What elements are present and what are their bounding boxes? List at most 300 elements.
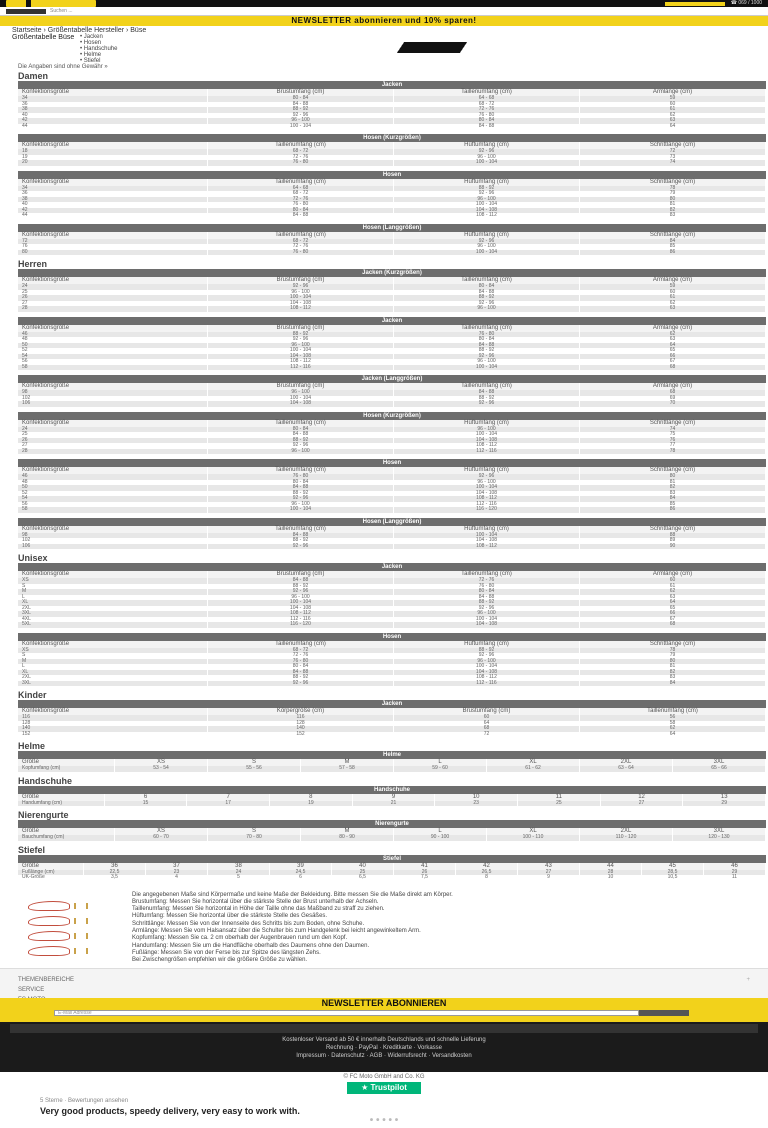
column-header: Brustumfang (cm) — [394, 708, 580, 715]
table-cell: 76 - 80 — [208, 474, 394, 480]
column-header: Brustumfang (cm) — [208, 571, 394, 578]
table-row — [18, 449, 766, 455]
column-header: Konfektionsgröße — [18, 179, 208, 186]
phone-number[interactable]: ☎ 069 / 1000 — [730, 0, 762, 6]
column-header: Körpergröße (cm) — [208, 708, 394, 715]
table-title: Nierengurte — [18, 820, 766, 828]
review-meta[interactable]: 5 Sterne · Bewertungen ansehen — [40, 1097, 129, 1104]
table-cell: 96 - 100 — [208, 502, 394, 508]
size-table — [18, 633, 766, 687]
table-header-row — [18, 759, 766, 766]
helmet-measure-icon — [28, 900, 124, 912]
table-cell: 34 — [18, 186, 208, 192]
column-header: 6 — [105, 794, 188, 801]
table-cell: XS — [18, 648, 208, 654]
table-cell: 100 - 104 — [208, 295, 394, 301]
footer-line: Kostenloser Versand ab 50 € innerhalb Deutschlands und schnelle Lieferung — [282, 1036, 486, 1043]
column-header: S — [208, 828, 301, 835]
table-cell: 106 — [18, 544, 208, 550]
size-sections — [0, 72, 768, 886]
table-title: Jacken (Langgrößen) — [18, 375, 766, 383]
section-title: Kinder — [18, 690, 47, 700]
table-cell: 112 - 116 — [208, 365, 394, 371]
table-row — [18, 213, 766, 219]
table-cell: 88 - 92 — [394, 600, 580, 606]
column-header: XS — [115, 828, 208, 835]
column-header: XL — [487, 828, 580, 835]
table-cell: 28 — [18, 306, 208, 312]
table-cell: Kopfumfang (cm) — [18, 766, 115, 772]
table-cell: 88 - 92 — [394, 348, 580, 354]
table-cell: 24 — [208, 870, 270, 876]
table-cell: 70 — [580, 401, 766, 407]
table-cell: 88 - 92 — [208, 538, 394, 544]
column-header: Taillenumfang (cm) — [394, 89, 580, 96]
table-cell: 84 - 88 — [208, 213, 394, 219]
column-header: Brustumfang (cm) — [208, 325, 394, 332]
table-title: Hosen — [18, 171, 766, 179]
table-cell: 98 — [18, 390, 208, 396]
table-cell: 67 — [580, 359, 766, 365]
table-cell: 80 - 84 — [208, 427, 394, 433]
table-header-row — [18, 89, 766, 96]
table-cell: 52 — [18, 348, 208, 354]
table-cell: 67 — [580, 617, 766, 623]
table-cell: 128 — [18, 721, 208, 727]
table-cell: 90 — [580, 544, 766, 550]
table-cell: 25 — [18, 432, 208, 438]
column-header: 42 — [456, 863, 518, 870]
table-cell: 38 — [18, 107, 208, 113]
table-cell: 24 — [18, 427, 208, 433]
table-cell: 23 — [435, 801, 518, 807]
table-cell: 96 - 100 — [394, 611, 580, 617]
table-cell: 72 - 76 — [208, 197, 394, 203]
table-cell: 66 — [580, 611, 766, 617]
table-cell: 50 — [18, 485, 208, 491]
table-cell: 84 - 88 — [208, 670, 394, 676]
column-header: 12 — [601, 794, 684, 801]
table-cell: 96 - 100 — [394, 659, 580, 665]
table-cell: 69 — [580, 396, 766, 402]
table-cell: 20 — [18, 160, 208, 166]
promo-badge[interactable] — [665, 2, 725, 6]
table-cell: 100 - 104 — [394, 533, 580, 539]
search-input[interactable]: Suchen ... — [50, 7, 73, 14]
table-cell: 83 — [580, 675, 766, 681]
table-cell: 140 — [208, 726, 394, 732]
table-cell: 55 - 56 — [208, 766, 301, 772]
column-header: Konfektionsgröße — [18, 708, 208, 715]
table-cell: 78 — [580, 449, 766, 455]
table-title: Jacken (Kurzgrößen) — [18, 269, 766, 277]
page-title: Größentabelle Büse — [12, 34, 75, 41]
table-cell: 92 - 96 — [208, 544, 394, 550]
table-cell: 96 - 100 — [208, 449, 394, 455]
menu-button[interactable] — [6, 9, 46, 14]
table-cell: 54 — [18, 354, 208, 360]
table-cell: 80 — [580, 197, 766, 203]
table-cell: 84 - 88 — [394, 124, 580, 130]
category-link[interactable]: • Handschuhe — [80, 46, 118, 52]
table-cell: 84 - 88 — [208, 432, 394, 438]
column-header: Armlänge (cm) — [580, 277, 766, 284]
table-row — [18, 544, 766, 550]
table-row — [18, 401, 766, 407]
column-header: 45 — [642, 863, 704, 870]
table-cell: 59 - 60 — [394, 766, 487, 772]
table-cell: 62 — [580, 726, 766, 732]
top-bar — [0, 0, 768, 7]
table-cell: 72 — [18, 239, 208, 245]
table-cell: 63 — [580, 595, 766, 601]
table-cell: 89 — [580, 538, 766, 544]
instruction-line: Kopfumfang: Messen Sie ca. 2 cm oberhalb der Augenbrauen rund um den Kopf. — [132, 935, 348, 942]
table-cell: 104 - 108 — [208, 301, 394, 307]
table-cell: 80 — [580, 659, 766, 665]
table-cell: 26 — [18, 295, 208, 301]
table-cell: 68 - 72 — [208, 191, 394, 197]
table-cell: 92 - 96 — [208, 681, 394, 687]
table-cell: 104 - 108 — [394, 208, 580, 214]
category-link[interactable]: • Jacken — [80, 34, 103, 40]
table-cell: 52 — [18, 491, 208, 497]
section-title: Helme — [18, 741, 46, 751]
table-cell: 83 — [580, 213, 766, 219]
table-cell: M — [18, 659, 208, 665]
column-header: L — [394, 828, 487, 835]
table-cell: 102 — [18, 538, 208, 544]
table-row — [18, 732, 766, 738]
review — [0, 1094, 768, 1128]
category-link[interactable]: • Hosen — [80, 40, 102, 46]
table-cell: 100 - 104 — [208, 600, 394, 606]
table-row — [18, 124, 766, 130]
section-title: Herren — [18, 259, 48, 269]
table-cell: 34 — [18, 96, 208, 102]
table-cell: 104 - 108 — [394, 622, 580, 628]
table-title: Handschuhe — [18, 786, 766, 794]
subscribe-button[interactable] — [639, 1010, 689, 1016]
column-header: L — [394, 759, 487, 766]
table-header-row — [18, 325, 766, 332]
table-cell: 6,5 — [332, 875, 394, 881]
table-cell: 4 — [146, 875, 208, 881]
table-cell: 7,5 — [394, 875, 456, 881]
table-cell: 92 - 96 — [394, 401, 580, 407]
table-cell: 108 - 112 — [208, 359, 394, 365]
table-cell: 100 - 104 — [394, 485, 580, 491]
column-header: 36 — [84, 863, 146, 870]
table-cell: 79 — [580, 191, 766, 197]
column-header: Konfektionsgröße — [18, 420, 208, 427]
section-title: Nierengurte — [18, 810, 69, 820]
table-cell: 68 — [580, 365, 766, 371]
table-cell: 100 - 104 — [394, 202, 580, 208]
table-cell: 90 - 100 — [394, 835, 487, 841]
table-cell: 62 — [580, 332, 766, 338]
column-header: Konfektionsgröße — [18, 89, 208, 96]
table-cell: 92 - 96 — [394, 301, 580, 307]
table-cell: 5 — [208, 875, 270, 881]
table-cell: 21 — [353, 801, 436, 807]
table-cell: 29 — [683, 801, 766, 807]
table-cell: 84 - 88 — [208, 578, 394, 584]
table-cell: 76 — [580, 438, 766, 444]
column-header: Taillenumfang (cm) — [208, 526, 394, 533]
table-cell: 63 — [580, 306, 766, 312]
table-cell: 96 - 100 — [394, 359, 580, 365]
table-cell: 104 - 108 — [394, 670, 580, 676]
table-cell: 18 — [18, 149, 208, 155]
table-cell: L — [18, 664, 208, 670]
table-row — [18, 681, 766, 687]
copyright: © FC Moto GmbH and Co. KG — [343, 1073, 425, 1080]
table-cell: 92 - 96 — [394, 653, 580, 659]
table-cell: 68 - 72 — [394, 102, 580, 108]
size-table — [18, 751, 766, 772]
measurement-illustrations — [28, 900, 124, 960]
footer-line[interactable]: Impressum · Datenschutz · AGB · Widerrufsrecht · Versandkosten — [296, 1052, 472, 1059]
table-row — [18, 365, 766, 371]
column-header: Taillenumfang (cm) — [394, 383, 580, 390]
table-cell: 108 - 112 — [394, 675, 580, 681]
table-cell: 70 - 80 — [208, 835, 301, 841]
table-row — [18, 250, 766, 256]
table-header-row — [18, 526, 766, 533]
table-cell: 79 — [580, 653, 766, 659]
table-cell: 82 — [580, 670, 766, 676]
table-cell: 76 - 80 — [208, 160, 394, 166]
column-header: Größe — [18, 759, 115, 766]
footer-links — [0, 968, 768, 998]
table-cell: 68 - 72 — [208, 239, 394, 245]
table-cell: 28 — [580, 870, 642, 876]
table-cell: 100 - 104 — [208, 507, 394, 513]
newsletter-subscribe — [0, 998, 768, 1022]
email-field[interactable]: E-Mail Adresse — [54, 1010, 639, 1016]
table-cell: 19 — [270, 801, 353, 807]
instruction-line: Schrittlänge: Messen Sie von der Innenseite des Schritts bis zum Boden, ohne Schuhe. — [132, 920, 365, 927]
size-table — [18, 459, 766, 513]
table-cell: 96 - 100 — [394, 480, 580, 486]
instruction-line: Hüftumfang: Messen Sie horizontal über die stärkste Stelle des Gesäßes. — [132, 913, 328, 920]
table-cell: 102 — [18, 396, 208, 402]
table-cell: 104 - 108 — [394, 538, 580, 544]
table-cell: 100 - 104 — [394, 160, 580, 166]
table-cell: 80 - 84 — [208, 664, 394, 670]
table-cell: 84 - 88 — [394, 595, 580, 601]
instruction-line: Brustumfang: Messen Sie horizontal über die stärkste Stelle der Brust unterhalb der Achseln. — [132, 898, 379, 905]
table-cell: 48 — [18, 480, 208, 486]
table-cell: 75 — [580, 432, 766, 438]
table-cell: 72 - 76 — [208, 244, 394, 250]
table-cell: 84 - 88 — [208, 102, 394, 108]
table-cell: 44 — [18, 124, 208, 130]
table-cell: Handumfang (cm) — [18, 801, 105, 807]
table-cell: 42 — [18, 208, 208, 214]
size-table — [18, 171, 766, 219]
column-header: Taillenumfang (cm) — [208, 232, 394, 239]
table-cell: 26 — [394, 870, 456, 876]
table-cell: 72 - 76 — [208, 653, 394, 659]
table-cell: 82 — [580, 485, 766, 491]
measurement-guide — [0, 890, 768, 968]
table-cell: 59 — [580, 284, 766, 290]
table-cell: 116 — [18, 715, 208, 721]
column-header: Brustumfang (cm) — [208, 89, 394, 96]
size-table — [18, 317, 766, 371]
column-header: Hüftumfang (cm) — [394, 142, 580, 149]
table-cell: 8 — [456, 875, 518, 881]
table-cell: 76 — [18, 244, 208, 250]
column-header: Hüftumfang (cm) — [394, 420, 580, 427]
size-table — [18, 375, 766, 407]
table-cell: 84 — [580, 496, 766, 502]
table-cell: 84 - 88 — [394, 343, 580, 349]
table-cell: 64 — [580, 124, 766, 130]
column-header: Konfektionsgröße — [18, 277, 208, 284]
table-cell: 112 - 116 — [394, 502, 580, 508]
table-cell: 80 - 84 — [394, 589, 580, 595]
column-header: Konfektionsgröße — [18, 641, 208, 648]
column-header: 37 — [146, 863, 208, 870]
subscribe-heading: NEWSLETTER ABONNIEREN — [321, 997, 447, 1008]
column-header: Taillenumfang (cm) — [208, 420, 394, 427]
table-cell: 88 - 92 — [394, 186, 580, 192]
table-cell: 100 - 104 — [208, 348, 394, 354]
table-cell: 27 — [18, 301, 208, 307]
size-table — [18, 269, 766, 312]
table-cell: 78 — [580, 186, 766, 192]
newsletter-banner[interactable]: NEWSLETTER abonnieren und 10% sparen! — [0, 16, 768, 26]
table-cell: 81 — [580, 480, 766, 486]
table-cell: S — [18, 653, 208, 659]
table-cell: 40 — [18, 113, 208, 119]
column-header: Schrittlänge (cm) — [580, 467, 766, 474]
table-cell: 80 - 84 — [208, 208, 394, 214]
table-cell: 85 — [580, 244, 766, 250]
table-cell: 25 — [518, 801, 601, 807]
review-text: Very good products, speedy delivery, very easy to work with. — [40, 1105, 300, 1116]
column-header: XS — [115, 759, 208, 766]
table-cell: 28 — [18, 449, 208, 455]
table-cell: 64 — [580, 732, 766, 738]
table-cell: 96 - 100 — [394, 197, 580, 203]
measurement-instructions — [132, 892, 732, 965]
table-header-row — [18, 708, 766, 715]
table-cell: 80 — [18, 250, 208, 256]
table-row — [18, 622, 766, 628]
table-row — [18, 507, 766, 513]
table-title: Hosen (Langgrößen) — [18, 224, 766, 232]
column-header: Taillenumfang (cm) — [394, 325, 580, 332]
table-title: Hosen — [18, 459, 766, 467]
table-cell: 116 - 120 — [208, 622, 394, 628]
table-cell: 64 — [580, 600, 766, 606]
table-cell: 80 - 84 — [394, 284, 580, 290]
table-cell: 80 - 90 — [301, 835, 394, 841]
footer-link[interactable]: THEMENBEREICHE + — [18, 976, 750, 983]
column-header: Armlänge (cm) — [580, 383, 766, 390]
size-table — [18, 134, 766, 166]
table-cell: 78 — [580, 648, 766, 654]
column-header: 7 — [187, 794, 270, 801]
table-row — [18, 835, 766, 841]
table-cell: 80 - 84 — [394, 337, 580, 343]
table-cell: 88 - 92 — [208, 491, 394, 497]
table-cell: 112 - 116 — [394, 681, 580, 687]
table-cell: 100 - 104 — [394, 365, 580, 371]
table-cell: 96 - 100 — [208, 343, 394, 349]
category-link[interactable]: • Stiefel — [80, 58, 101, 64]
table-cell: 64 — [394, 721, 580, 727]
table-cell: 68 - 72 — [208, 648, 394, 654]
breadcrumb[interactable]: Startseite › Größentabelle Hersteller › Büse — [12, 27, 147, 34]
table-title: Helme — [18, 751, 766, 759]
column-header: Hüftumfang (cm) — [394, 467, 580, 474]
table-cell: 38 — [18, 197, 208, 203]
carousel-dots[interactable]: • • • • • — [369, 1114, 399, 1126]
table-cell: 46 — [18, 474, 208, 480]
table-cell: 64 — [580, 343, 766, 349]
table-cell: 58 — [580, 721, 766, 727]
table-cell: 25 — [18, 290, 208, 296]
table-cell: 48 — [18, 337, 208, 343]
table-cell: 88 - 92 — [208, 438, 394, 444]
table-cell: 3XL — [18, 681, 208, 687]
table-cell: 100 - 104 — [394, 664, 580, 670]
column-header: 2XL — [580, 759, 673, 766]
size-table — [18, 224, 766, 256]
table-cell: 96 - 100 — [394, 427, 580, 433]
dark-footer — [0, 1022, 768, 1072]
intro-note[interactable]: Die Angaben sind ohne Gewähr » — [18, 64, 108, 70]
table-cell: 112 - 116 — [208, 617, 394, 623]
section-title: Handschuhe — [18, 775, 73, 786]
instruction-line: Armlänge: Messen Sie vom Halsansatz über die Schulter bis zum Handgelenk bei leicht angewinkeltem Arm. — [132, 927, 421, 934]
table-cell: 74 — [580, 427, 766, 433]
table-title: Jacken — [18, 81, 766, 89]
trustpilot-badge[interactable]: ★ Trustpilot — [347, 1082, 421, 1094]
column-header: M — [301, 828, 394, 835]
category-link[interactable]: • Helme — [80, 52, 102, 58]
column-header: Taillenumfang (cm) — [580, 708, 766, 715]
table-cell: 92 - 96 — [394, 239, 580, 245]
table-cell: 11 — [704, 875, 766, 881]
table-row — [18, 766, 766, 772]
column-header: Taillenumfang (cm) — [208, 641, 394, 648]
column-header: Konfektionsgröße — [18, 383, 208, 390]
table-cell: XL — [18, 600, 208, 606]
table-cell: 62 — [580, 589, 766, 595]
table-cell: 23 — [146, 870, 208, 876]
table-cell: 96 - 100 — [208, 390, 394, 396]
footer-link[interactable]: SERVICE — [18, 986, 45, 993]
site-logo[interactable] — [6, 0, 96, 7]
table-cell: 36 — [18, 102, 208, 108]
instruction-line: Taillenumfang: Messen Sie horizontal in Höhe der Taille ohne das Maßband zu straff zu ziehen. — [132, 906, 385, 913]
table-cell: 2XL — [18, 675, 208, 681]
table-cell: 92 - 96 — [208, 443, 394, 449]
table-title: Hosen (Kurzgrößen) — [18, 134, 766, 142]
table-cell: 128 — [208, 721, 394, 727]
table-cell: 92 - 96 — [208, 284, 394, 290]
table-cell: 5XL — [18, 622, 208, 628]
table-cell: 60 — [580, 102, 766, 108]
column-header: Hüftumfang (cm) — [394, 526, 580, 533]
column-header: Armlänge (cm) — [580, 571, 766, 578]
